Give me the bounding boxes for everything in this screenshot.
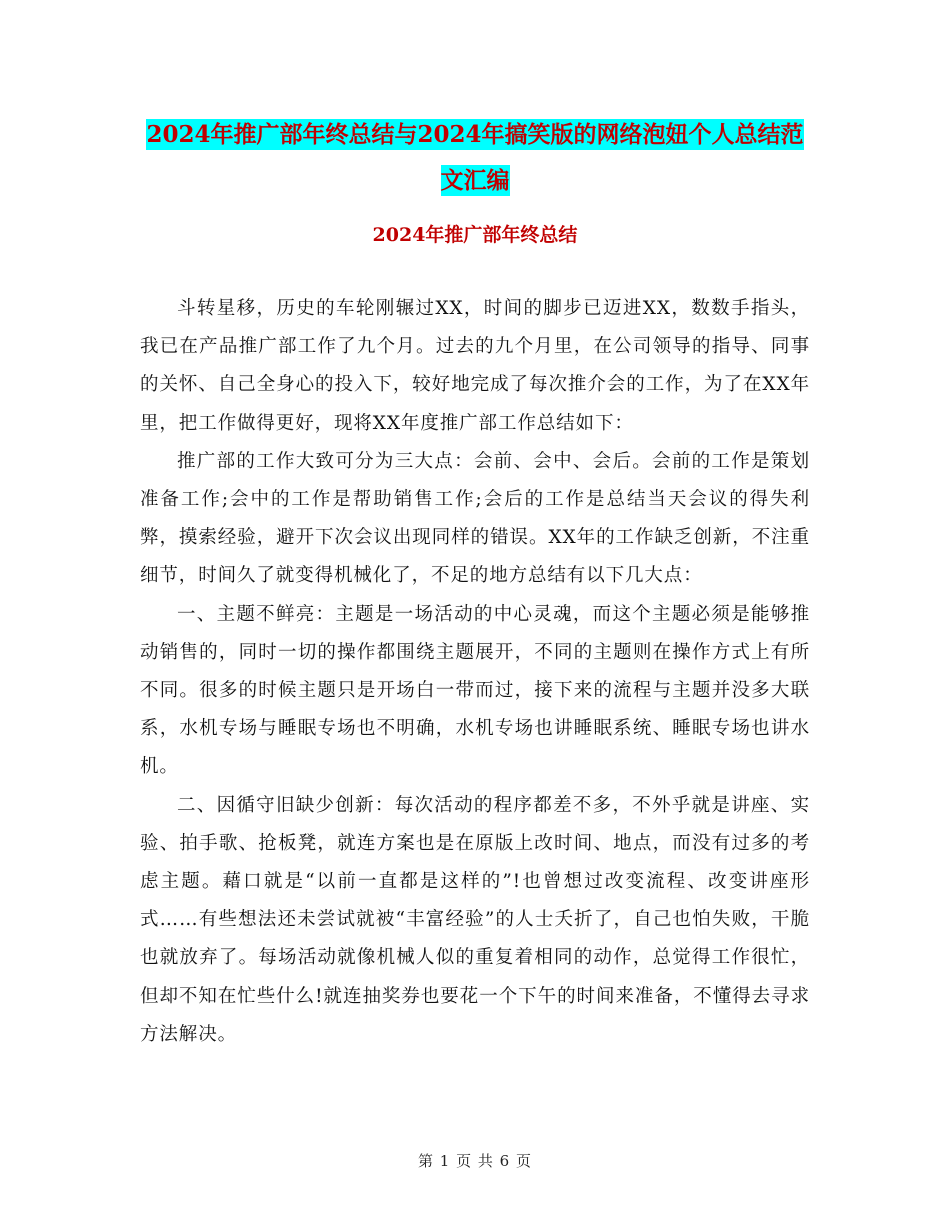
section-title: 2024年推广部年终总结 <box>372 224 578 246</box>
document-body <box>140 290 810 1054</box>
document-title-text: 2024年推广部年终总结与2024年搞笑版的网络泡妞个人总结范文汇编 <box>146 121 804 194</box>
body-paragraph: 二、因循守旧缺少创新：每次活动的程序都差不多，不外乎就是讲座、实验、拍手歌、抢板凳，就连方案也是在原版上改时间、地点，而没有过多的考虑主题。藉口就是“以前一直都是这样的”!也曾想过改变流程、改变讲座形式……有些想法还未尝试就被“丰富经验”的人士夭折了，自己也怕失败，干脆也就放弃了。每场活动就像机械人似的重复着相同的动作，总觉得工作很忙，但却不知在忙些什么!就连抽奖券也要花一个下午的时间来准备，不懂得去寻求方法解决。 <box>140 794 810 1045</box>
body-paragraph: 推广部的工作大致可分为三大点：会前、会中、会后。会前的工作是策划准备工作;会中的工作是帮助销售工作;会后的工作是总结当天会议的得失利弊，摸索经验，避开下次会议出现同样的错误。XX年的工作缺乏创新，不注重细节，时间久了就变得机械化了，不足的地方总结有以下几大点： <box>140 450 810 587</box>
document-title <box>140 112 810 204</box>
body-paragraph: 斗转星移，历史的车轮刚辗过XX，时间的脚步已迈进XX，数数手指头，我已在产品推广部工作了九个月。过去的九个月里，在公司领导的指导、同事的关怀、自己全身心的投入下，较好地完成了每次推介会的工作，为了在XX年里，把工作做得更好，现将XX年度推广部工作总结如下： <box>140 298 810 434</box>
page-footer: 第 1 页 共 6 页 <box>418 1152 532 1170</box>
body-paragraph: 一、主题不鲜亮：主题是一场活动的中心灵魂，而这个主题必须是能够推动销售的，同时一切的操作都围绕主题展开，不同的主题则在操作方式上有所不同。很多的时候主题只是开场白一带而过，接下来的流程与主题并没多大联系，水机专场与睡眠专场也不明确，水机专场也讲睡眠系统、睡眠专场也讲水机。 <box>140 603 810 778</box>
